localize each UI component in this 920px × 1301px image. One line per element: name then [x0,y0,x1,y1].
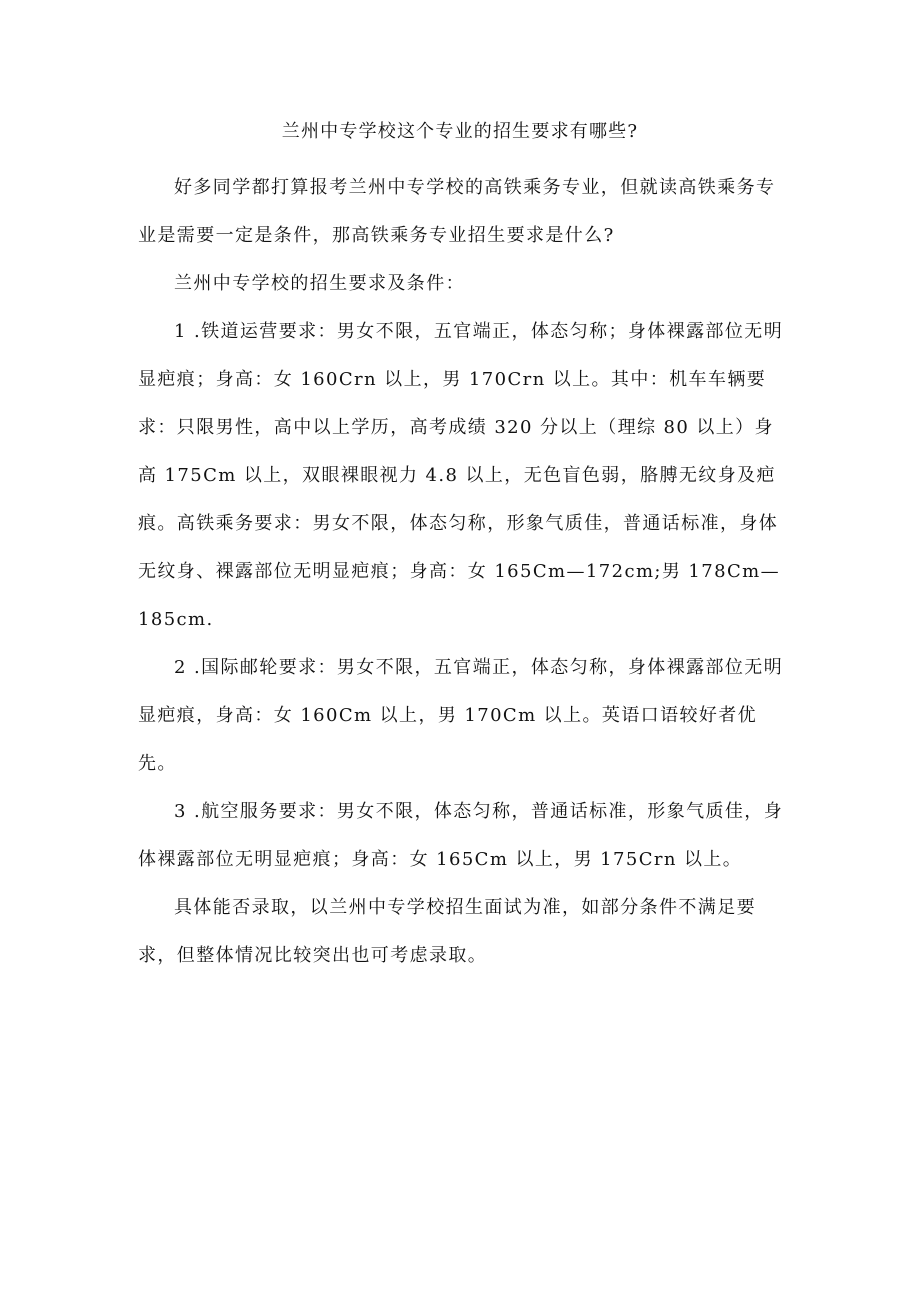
document-title: 兰州中专学校这个专业的招生要求有哪些? [281,121,639,142]
document-body [138,164,788,980]
paragraph-admission-note: 具体能否录取，以兰州中专学校招生面试为准，如部分条件不满足要求，但整体情况比较突出也可考虑录取。 [138,897,756,966]
paragraph-aviation-service: 3 .航空服务要求：男女不限，体态匀称，普通话标准，形象气质佳，身体裸露部位无明显疤痕；身高：女 165Cm 以上，男 175Crn 以上。 [138,801,784,870]
paragraph-cruise-ship: 2 .国际邮轮要求：男女不限，五官端正，体态匀称，身体裸露部位无明显疤痕，身高：女 160Cm 以上，男 170Cm 以上。英语口语较好者优先。 [138,657,784,774]
paragraph-intro: 好多同学都打算报考兰州中专学校的高铁乘务专业，但就读高铁乘务专业是需要一定是条件，那高铁乘务专业招生要求是什么? [138,177,776,246]
paragraph-requirements-heading: 兰州中专学校的招生要求及条件： [174,273,465,294]
paragraph-railway-operations: 1 .铁道运营要求：男女不限，五官端正，体态匀称；身体裸露部位无明显疤痕；身高：女 160Crn 以上，男 170Crn 以上。其中：机车车辆要求：只限男性，高中以上学历，高考成绩 320 分以上（理综 80 以上）身高 175Cm 以上，双眼裸眼视力 4.8 以上，无色盲色弱，胳膊无纹身及疤痕。高铁乘务要求：男女不限，体态匀称，形象气质佳，普通话标准，身体无纹身、裸露部位无明显疤痕；身高：女 165Cm—172cm;男 178Cm—185cm. [138,321,784,630]
